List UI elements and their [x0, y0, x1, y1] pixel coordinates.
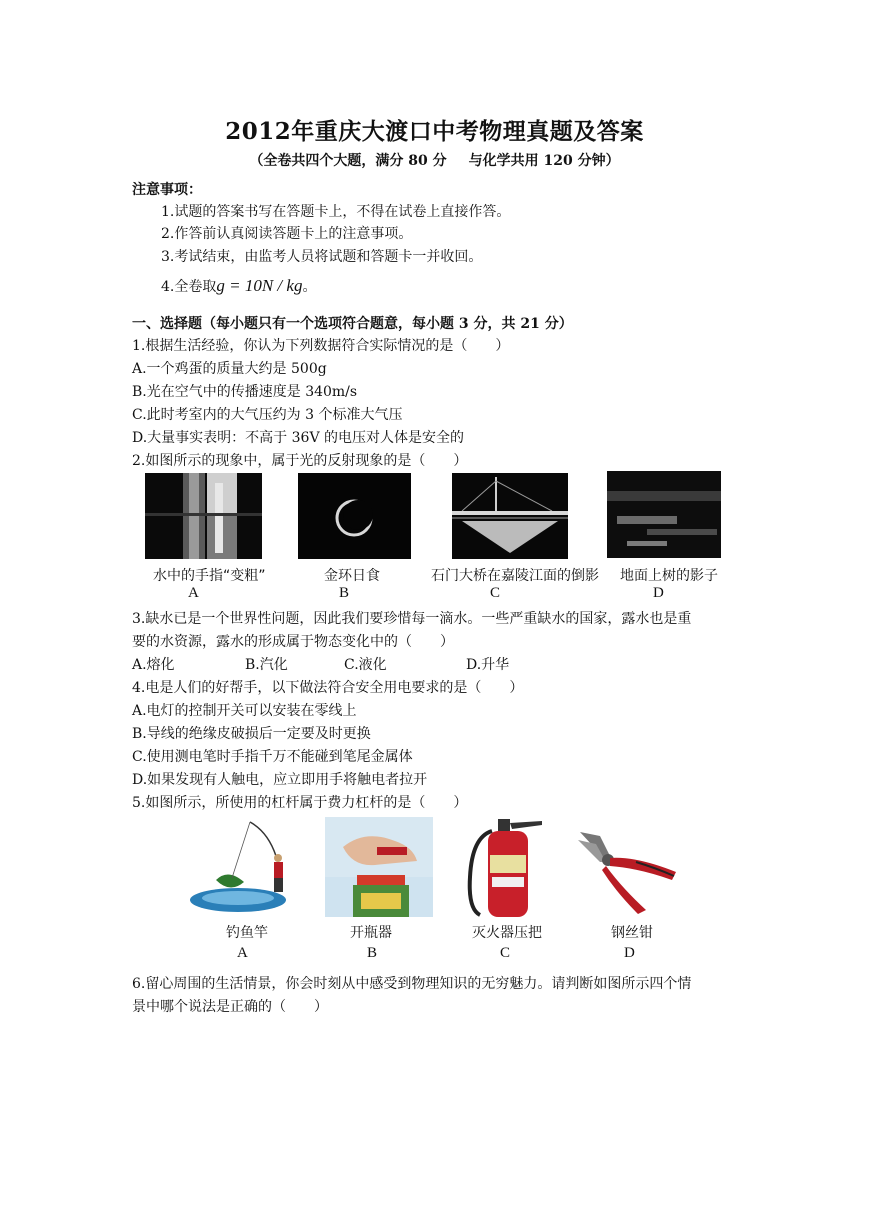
question-4-stem: 4.电是人们的好帮手，以下做法符合安全用电要求的是（ ） — [132, 680, 524, 696]
tree-shadow-image — [607, 471, 721, 558]
question-4-option-c: C.使用测电笔时手指千万不能碰到笔尾金属体 — [132, 749, 413, 765]
q2-letter-c: C — [490, 585, 501, 601]
question-2-stem: 2.如图所示的现象中，属于光的反射现象的是（ ） — [132, 453, 468, 469]
question-4-option-a: A.电灯的控制开关可以安装在零线上 — [132, 703, 357, 719]
question-4-option-d: D.如果发现有人触电，应立即用手将触电者拉开 — [132, 772, 428, 788]
q5-letter-b: B — [367, 945, 378, 961]
notice-item-4 — [161, 276, 316, 296]
fire-extinguisher-image — [462, 817, 546, 918]
q5-letter-c: C — [500, 945, 511, 961]
q2-letter-a: A — [188, 585, 199, 601]
q5-caption-b: 开瓶器 — [350, 925, 392, 941]
q2-caption-a: 水中的手指“变粗” — [153, 568, 266, 584]
question-6-stem-line2: 景中哪个说法是正确的（ ） — [132, 999, 328, 1015]
question-3-option-a: A.熔化 — [132, 657, 175, 673]
q2-caption-b: 金环日食 — [324, 568, 380, 584]
question-1-option-d: D.大量事实表明：不高于 36V 的电压对人体是安全的 — [132, 430, 464, 446]
notice-item-2: 2.作答前认真阅读答题卡上的注意事项。 — [161, 226, 413, 242]
q2-letter-b: B — [339, 585, 350, 601]
q2-caption-c: 石门大桥在嘉陵江面的倒影 — [431, 568, 599, 584]
q2-caption-d: 地面上树的影子 — [620, 568, 718, 584]
question-1-option-a: A.一个鸡蛋的质量大约是 500g — [132, 361, 327, 377]
question-1-option-b: B.光在空气中的传播速度是 340m/s — [132, 384, 358, 400]
question-3-stem-line1: 3.缺水已是一个世界性问题，因此我们要珍惜每一滴水。一些严重缺水的国家，露水也是重 — [132, 611, 692, 627]
question-3-option-d: D.升华 — [466, 657, 510, 673]
notice-heading: 注意事项： — [132, 182, 202, 198]
notice-item-4-prefix: 4.全卷取 — [161, 279, 217, 295]
question-6-stem-line1: 6.留心周围的生活情景，你会时刻从中感受到物理知识的无穷魅力。请判断如图所示四个情 — [132, 976, 692, 992]
page-title: 2012年重庆大渡口中考物理真题及答案 — [225, 118, 644, 145]
q5-letter-d: D — [624, 945, 635, 961]
q5-caption-a: 钓鱼竿 — [226, 925, 268, 941]
bridge-reflection-image — [452, 473, 568, 559]
notice-item-1: 1.试题的答案书写在答题卡上，不得在试卷上直接作答。 — [161, 204, 511, 220]
notice-item-4-suffix: 。 — [302, 279, 317, 295]
question-1-stem: 1.根据生活经验，你认为下列数据符合实际情况的是（ ） — [132, 338, 510, 354]
question-3-stem-line2: 要的水资源，露水的形成属于物态变化中的（ ） — [132, 634, 454, 650]
exam-info-time: 与化学共用 120 分钟） — [468, 153, 620, 169]
question-4-option-b: B.导线的绝缘皮破损后一定要及时更换 — [132, 726, 371, 742]
notice-item-3: 3.考试结束，由监考人员将试题和答题卡一并收回。 — [161, 249, 483, 265]
fishing-rod-image — [188, 818, 298, 918]
bottle-opener-image — [325, 817, 433, 917]
q2-letter-d: D — [653, 585, 664, 601]
finger-in-water-image — [145, 473, 262, 559]
exam-info-score: （全卷共四个大题，满分 80 分 — [249, 153, 447, 169]
question-1-option-c: C.此时考室内的大气压约为 3 个标准大气压 — [132, 407, 403, 423]
q5-letter-a: A — [237, 945, 248, 961]
solar-eclipse-image — [298, 473, 411, 559]
section-heading: 一、选择题（每小题只有一个选项符合题意，每小题 3 分，共 21 分） — [132, 316, 573, 332]
pliers-image — [576, 826, 680, 914]
question-5-stem: 5.如图所示，所使用的杠杆属于费力杠杆的是（ ） — [132, 795, 468, 811]
exam-info — [0, 150, 869, 170]
question-3-option-b: B.汽化 — [245, 657, 288, 673]
gravity-constant: g = 10N / kg — [216, 276, 303, 295]
q5-caption-d: 钢丝钳 — [611, 925, 653, 941]
q5-caption-c: 灭火器压把 — [472, 925, 542, 941]
question-3-option-c: C.液化 — [344, 657, 387, 673]
